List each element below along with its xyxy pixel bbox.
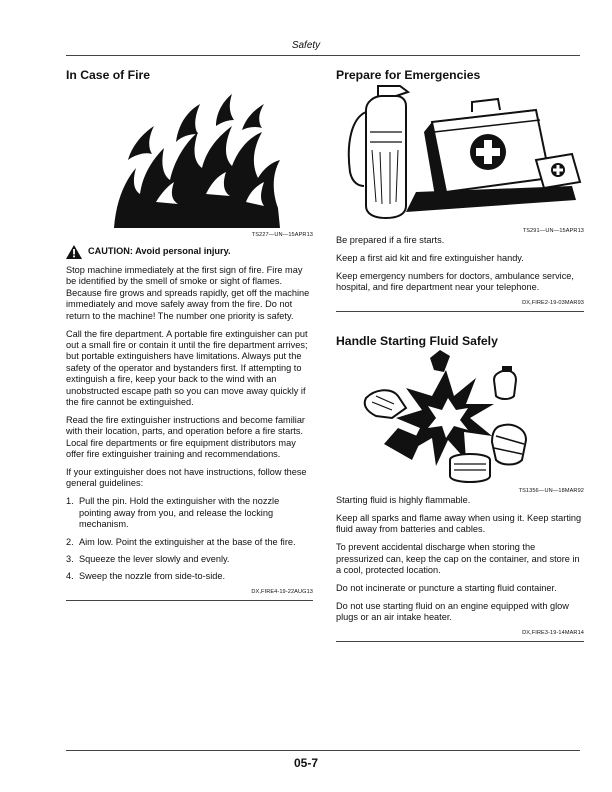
paragraph: Do not use starting fluid on an engine equipped with glow plugs or an air intake heater.: [336, 600, 569, 623]
paragraph: If your extinguisher does not have instructions, follow these general guidelines:: [66, 467, 307, 489]
flames-icon: [66, 82, 313, 232]
paragraph: Starting fluid is highly flammable.: [336, 495, 471, 506]
document-reference: DX,FIRE4-19-22AUG13: [251, 588, 313, 595]
section-divider: [336, 311, 584, 312]
first-aid-kit-extinguisher-icon: [336, 82, 584, 228]
list-item: 1. Pull the pin. Hold the extinguisher with the nozzle pointing away from you, and release the locking mechanism.: [66, 496, 280, 530]
section-title-fire: In Case of Fire: [66, 68, 150, 82]
paragraph: To prevent accidental discharge when storing the pressurized can, keep the cap on the container, and store in a cool, protected location.: [336, 542, 580, 576]
emergency-illustration: [336, 82, 584, 228]
paragraph: Call the fire department. A portable fire extinguisher can put out a small fire or contain it until the fire department arrives; but portable extinguishers have limitations. Always put the safety of the operator and bystanders first. If attempting to extinguish a fire, keep your back to the wind with an unobstructed escape path so you can move away quickly if the fire cannot be extinguished.: [66, 328, 308, 407]
section-title-starting-fluid: Handle Starting Fluid Safely: [336, 334, 498, 349]
paragraph: Stop machine immediately at the first sign of fire. Fire may be identified by the smell of smoke or sight of flames. Because fire grows and spreads rapidly, get off the machine immediately and move safely away from the fire. Do not return to the machine! The number one priority is safety.: [66, 265, 310, 321]
footer-divider: [66, 750, 580, 751]
header-divider: [66, 55, 580, 56]
starting-fluid-illustration: [336, 348, 584, 488]
paragraph: Keep all sparks and flame away when using it. Keep starting fluid away from batteries and cables.: [336, 513, 582, 535]
image-reference: TS291—UN—15APR13: [522, 228, 584, 234]
fire-illustration: [66, 82, 313, 232]
section-divider: [66, 600, 313, 601]
paragraph: Keep a first aid kit and fire extinguisher handy.: [336, 252, 524, 263]
running-header: Safety: [291, 40, 321, 51]
paragraph: Keep emergency numbers for doctors, ambulance service, hospital, and fire department near your telephone.: [336, 270, 574, 293]
section-title-emergencies: Prepare for Emergencies: [336, 68, 481, 82]
paragraph: Do not incinerate or puncture a starting fluid container.: [336, 583, 557, 594]
left-column: [66, 68, 313, 601]
warning-triangle-icon: [66, 245, 82, 259]
right-column: [336, 68, 584, 642]
image-reference: TS227—UN—15APR13: [251, 232, 313, 238]
paragraph: Be prepared if a fire starts.: [336, 235, 445, 245]
page-number: 05-7: [293, 756, 319, 770]
extinguisher-steps: [66, 496, 313, 582]
list-item: 3. Squeeze the lever slowly and evenly.: [66, 553, 230, 564]
caution-notice: [66, 245, 313, 259]
list-item: 2. Aim low. Point the extinguisher at the base of the fire.: [66, 536, 296, 547]
list-item: 4. Sweep the nozzle from side-to-side.: [66, 571, 226, 582]
paragraph: Read the fire extinguisher instructions and become familiar with their location, parts, and operation before a fire starts. Local fire departments or fire equipment distributors may offer fire extinguisher training and recommendations.: [66, 414, 305, 460]
section-divider: [336, 641, 584, 642]
caution-text: CAUTION: Avoid personal injury.: [88, 246, 231, 256]
explosion-can-icon: [336, 348, 584, 488]
image-reference: TS1356—UN—18MAR92: [518, 488, 584, 495]
document-reference: DX,FIRE3-19-14MAR14: [522, 630, 584, 637]
document-reference: DX,FIRE2-19-03MAR93: [522, 300, 584, 307]
